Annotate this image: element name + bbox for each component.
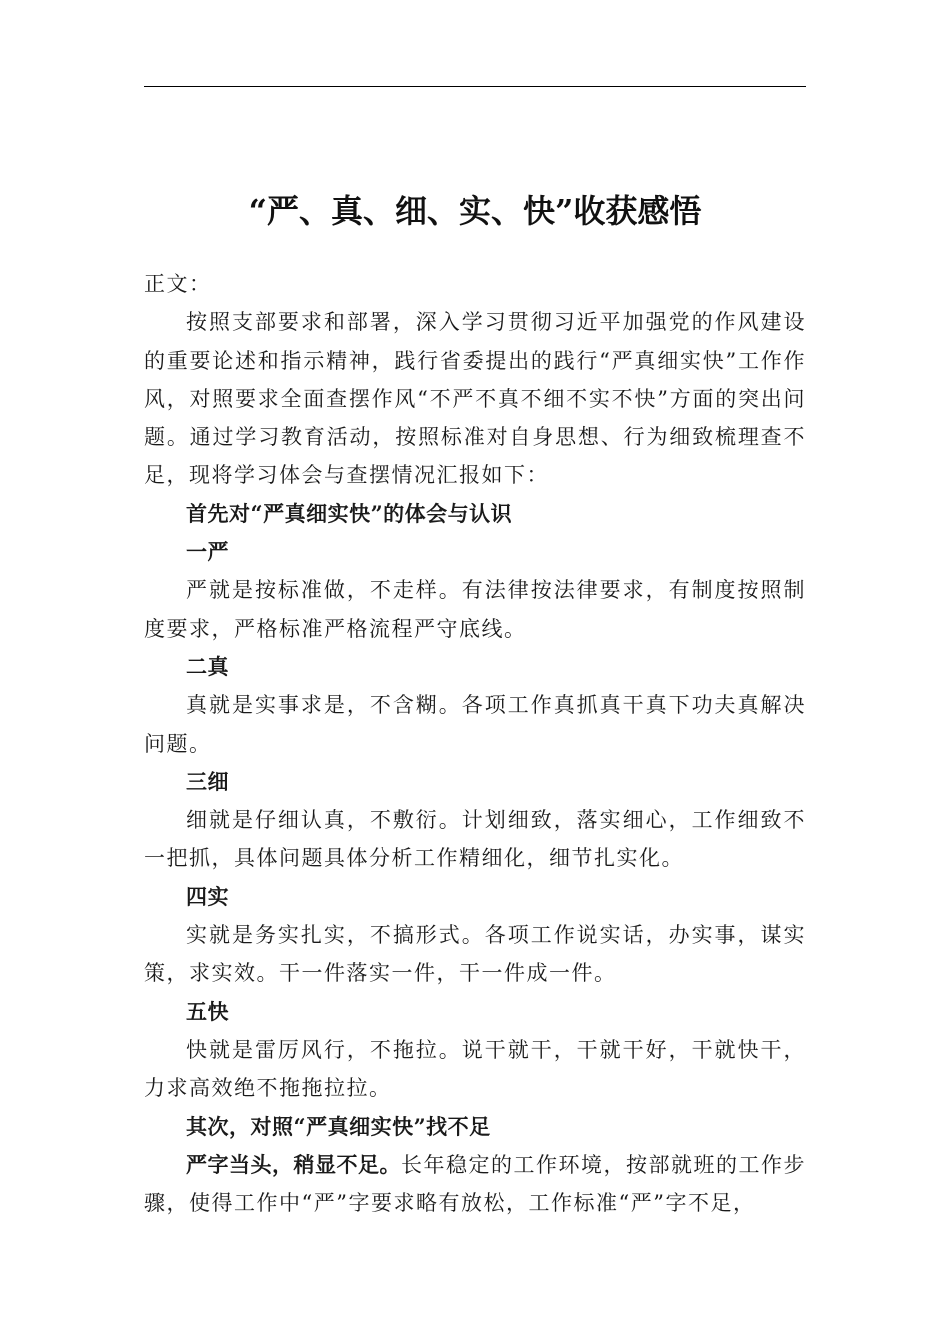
section-heading-shortcomings: 其次，对照“严真细实快”找不足	[186, 1113, 491, 1139]
item-text-strict: 严就是按标准做，不走样。有法律按法律要求，有制度按照制度要求，严格标准严格流程严守底线。	[144, 578, 806, 641]
item-text-detail: 细就是仔细认真，不敷衍。计划细致，落实细心，工作细致不一把抓，具体问题具体分析工作精细化，细节扎实化。	[144, 808, 806, 871]
intro-paragraph: 按照支部要求和部署，深入学习贯彻习近平加强党的作风建设的重要论述和指示精神，践行省委提出的践行“严真细实快”工作作风，对照要求全面查摆作风“不严不真不细不实不快”方面的突出问题。通过学习教育活动，按照标准对自身思想、行为细致梳理查不足，现将学习体会与查摆情况汇报如下：	[144, 310, 806, 488]
body-label: 正文：	[144, 272, 212, 296]
item-heading-fast: 五快	[186, 998, 229, 1024]
document-body	[144, 265, 806, 1222]
item-heading-practical: 四实	[186, 883, 229, 909]
item-heading-detail: 三细	[186, 768, 229, 794]
item-heading-true: 二真	[186, 653, 229, 679]
document-title: “严、真、细、实、快”收获感悟	[248, 192, 702, 231]
item-heading-strict: 一严	[186, 539, 229, 565]
shortcoming-paragraph	[144, 1146, 806, 1223]
shortcoming-text: 长年稳定的工作环境，按部就班的工作步骤，使得工作中“严”字要求略有放松，工作标准“严”字不足，	[144, 1152, 806, 1216]
item-text-fast: 快就是雷厉风行，不拖拉。说干就干，干就干好，干就快干，力求高效绝不拖拖拉拉。	[144, 1037, 806, 1101]
header-rule	[144, 86, 806, 87]
item-text-true: 真就是实事求是，不含糊。各项工作真抓真干真下功夫真解决问题。	[144, 693, 806, 756]
item-text-practical: 实就是务实扎实，不搞形式。各项工作说实话，办实事，谋实策，求实效。干一件落实一件，干一件成一件。	[144, 923, 806, 986]
section-heading-understanding: 首先对“严真细实快”的体会与认识	[186, 500, 513, 526]
shortcoming-lead: 严字当头，稍显不足。	[186, 1151, 401, 1177]
